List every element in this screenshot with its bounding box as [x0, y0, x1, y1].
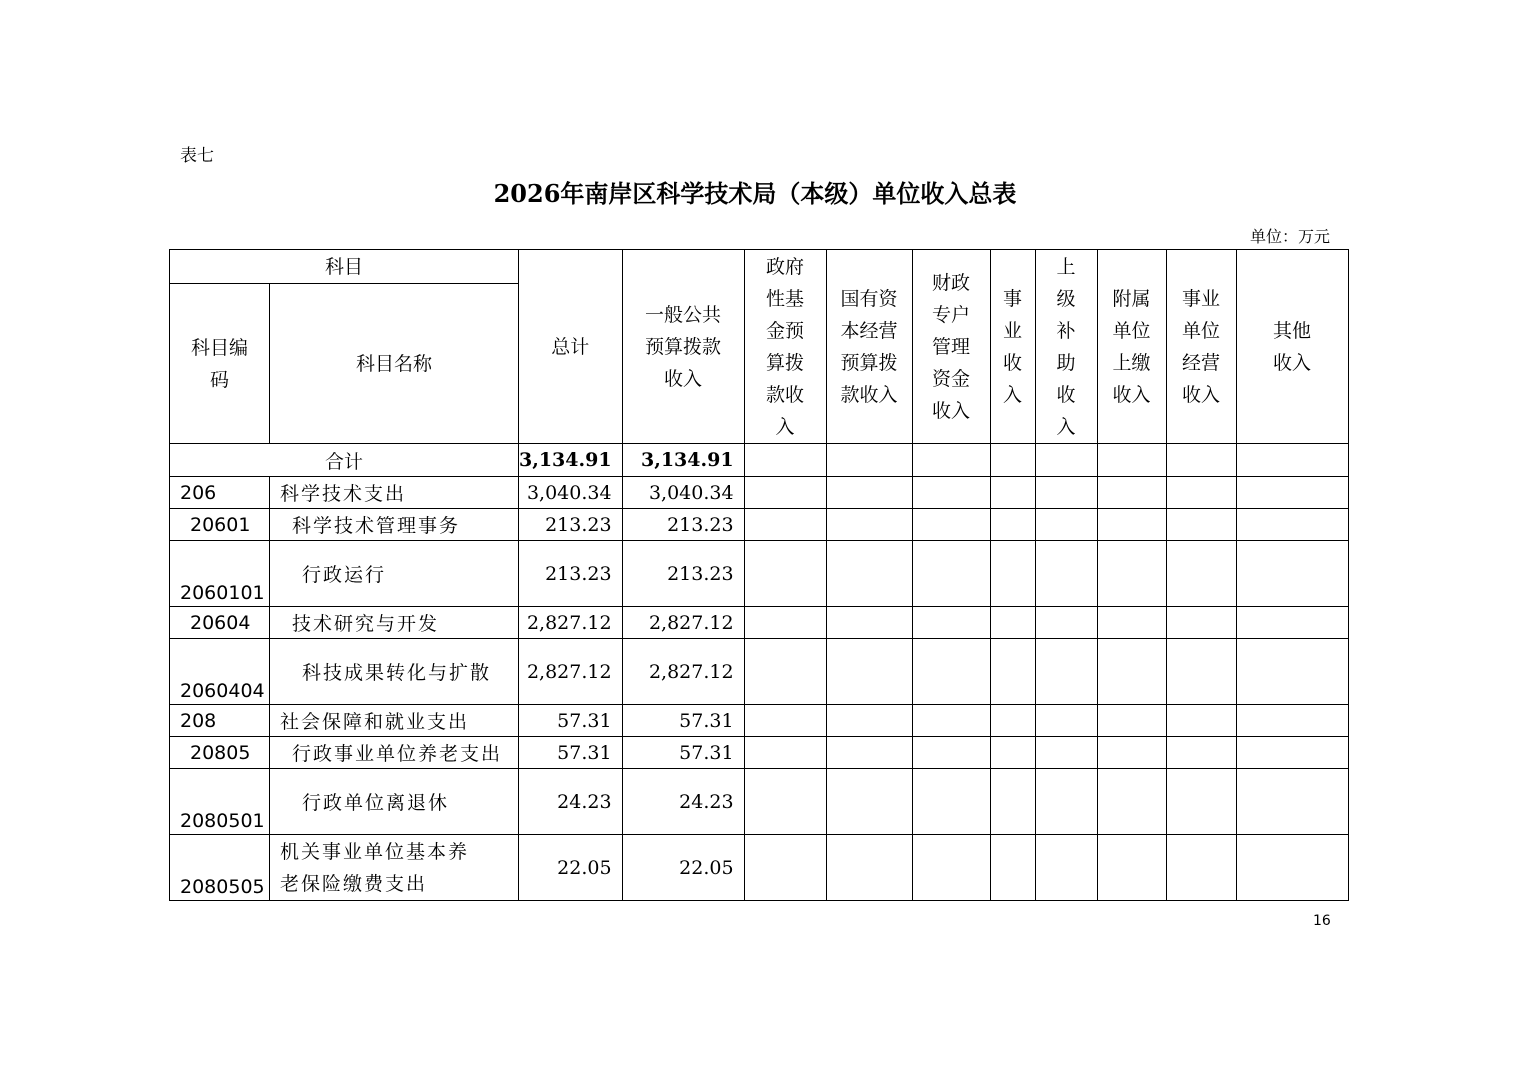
subject-name: 机关事业单位基本养 老保险缴费支出 — [270, 835, 519, 901]
header-row — [170, 250, 1349, 284]
subject-name: 行政单位离退休 — [270, 769, 519, 835]
table-row — [170, 509, 1349, 541]
subject-code: 2060101 — [170, 541, 270, 607]
table-row — [170, 639, 1349, 705]
table-row — [170, 541, 1349, 607]
total-cell: 57.31 — [519, 705, 623, 737]
total-cell: 57.31 — [519, 737, 623, 769]
header-state-capital: 国有资 本经营 预算拨 款收入 — [826, 250, 912, 444]
total-label: 合计 — [170, 444, 519, 477]
table-row — [170, 835, 1349, 901]
total-cell: 22.05 — [519, 835, 623, 901]
general-budget-cell: 24.23 — [622, 769, 744, 835]
header-operating-income: 事业 单位 经营 收入 — [1166, 250, 1236, 444]
general-budget-cell: 3,134.91 — [622, 444, 744, 477]
subject-name: 行政事业单位养老支出 — [270, 737, 519, 769]
page-title: 2026年南岸区科学技术局（本级）单位收入总表 — [493, 179, 1017, 208]
subject-code: 2060404 — [170, 639, 270, 705]
total-cell: 3,040.34 — [519, 477, 623, 509]
header-superior-subsidy: 上 级 补 助 收 入 — [1035, 250, 1097, 444]
unit-label: 单位：万元 — [1249, 227, 1330, 246]
subject-name: 社会保障和就业支出 — [270, 705, 519, 737]
table-row — [170, 607, 1349, 639]
total-cell: 2,827.12 — [519, 607, 623, 639]
header-affiliated-turnover: 附属 单位 上缴 收入 — [1097, 250, 1166, 444]
page-number: 16 — [1313, 913, 1331, 929]
header-name: 科目名称 — [270, 284, 519, 444]
subject-code: 20601 — [170, 509, 270, 541]
table-row — [170, 769, 1349, 835]
subject-name: 技术研究与开发 — [270, 607, 519, 639]
total-cell: 24.23 — [519, 769, 623, 835]
total-row — [170, 444, 1349, 477]
subject-code: 206 — [170, 477, 270, 509]
general-budget-cell: 2,827.12 — [622, 607, 744, 639]
general-budget-cell: 2,827.12 — [622, 639, 744, 705]
header-code: 科目编 码 — [170, 284, 270, 444]
general-budget-cell: 3,040.34 — [622, 477, 744, 509]
subject-name: 科学技术管理事务 — [270, 509, 519, 541]
subject-name: 行政运行 — [270, 541, 519, 607]
subject-code: 2080501 — [170, 769, 270, 835]
total-cell: 213.23 — [519, 541, 623, 607]
general-budget-cell: 213.23 — [622, 509, 744, 541]
table-row — [170, 477, 1349, 509]
table-row — [170, 705, 1349, 737]
subject-name: 科学技术支出 — [270, 477, 519, 509]
subject-code: 20604 — [170, 607, 270, 639]
total-cell: 3,134.91 — [519, 444, 623, 477]
income-summary-table — [169, 249, 1349, 901]
subject-name: 科技成果转化与扩散 — [270, 639, 519, 705]
total-cell: 213.23 — [519, 509, 623, 541]
general-budget-cell: 22.05 — [622, 835, 744, 901]
general-budget-cell: 57.31 — [622, 737, 744, 769]
header-subject-group: 科目 — [170, 250, 519, 284]
header-gov-fund: 政府 性基 金预 算拨 款收 入 — [744, 250, 826, 444]
total-cell: 2,827.12 — [519, 639, 623, 705]
subject-code: 20805 — [170, 737, 270, 769]
general-budget-cell: 213.23 — [622, 541, 744, 607]
table-row — [170, 737, 1349, 769]
general-budget-cell: 57.31 — [622, 705, 744, 737]
subject-code: 2080505 — [170, 835, 270, 901]
subject-code: 208 — [170, 705, 270, 737]
header-special-account: 财政 专户 管理 资金 收入 — [912, 250, 990, 444]
header-general-budget: 一般公共 预算拨款 收入 — [622, 250, 744, 444]
header-other-income: 其他 收入 — [1236, 250, 1348, 444]
table-label: 表七 — [180, 146, 214, 166]
header-business-income: 事 业 收 入 — [990, 250, 1035, 444]
header-total: 总计 — [519, 250, 623, 444]
